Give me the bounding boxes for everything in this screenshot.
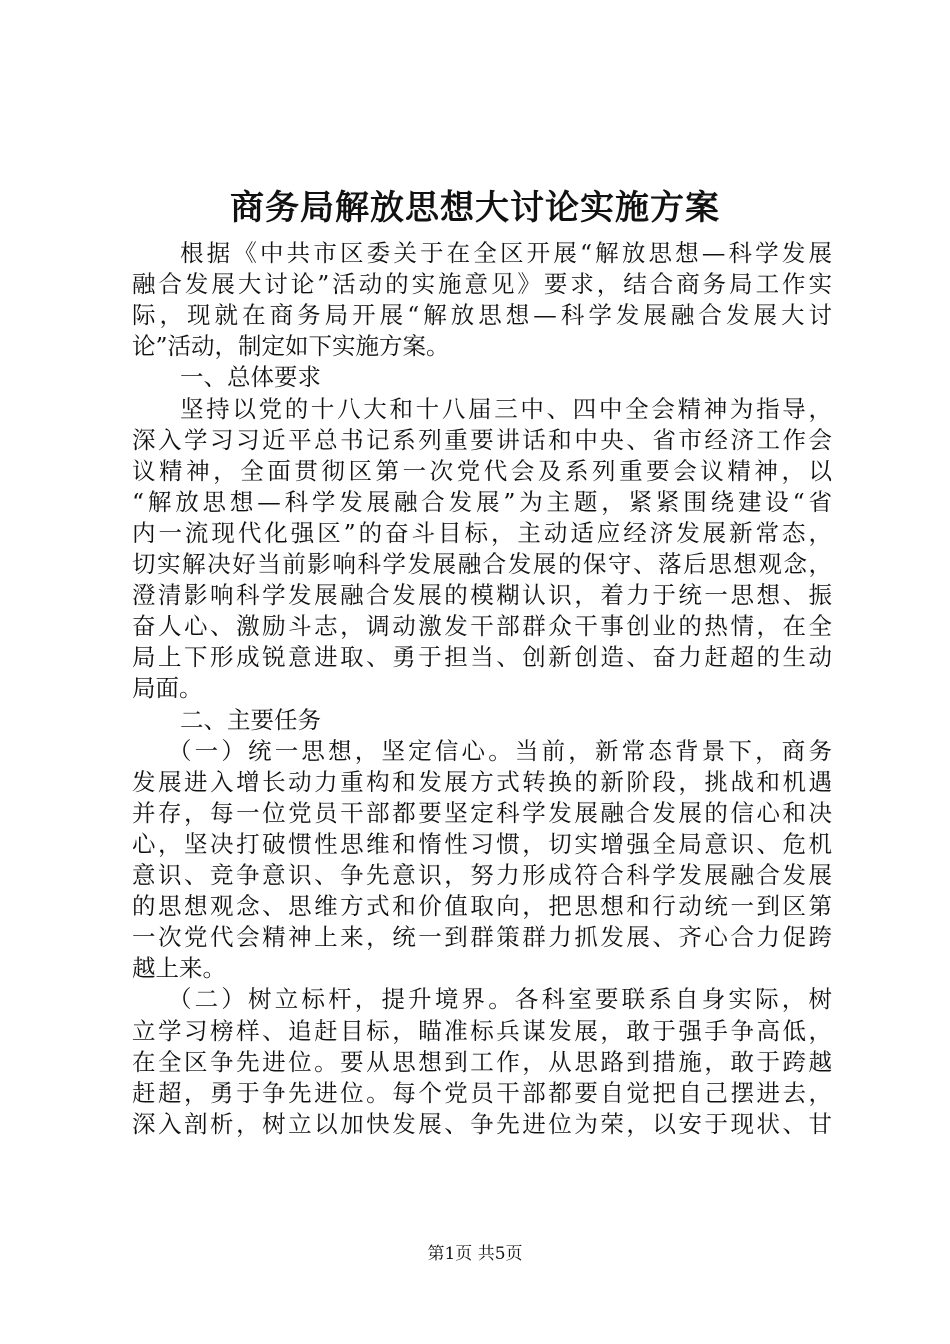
text-line: （二）树立标杆，提升境界。各科室要联系自身实际，树 xyxy=(168,985,832,1013)
text-line: 越上来。 xyxy=(132,954,226,982)
text-line: 发展进入增长动力重构和发展方式转换的新阶段，挑战和机遇 xyxy=(132,768,832,796)
document-title: 商务局解放思想大讨论实施方案 xyxy=(230,188,720,228)
text-line: 切实解决好当前影响科学发展融合发展的保守、落后思想观念， xyxy=(132,550,832,578)
text-line: 议精神，全面贯彻区第一次党代会及系列重要会议精神，以 xyxy=(132,457,832,485)
text-line: 融合发展大讨论”活动的实施意见》要求，结合商务局工作实 xyxy=(132,270,832,298)
text-line: 局上下形成锐意进取、勇于担当、创新创造、奋力赶超的生动 xyxy=(132,643,832,671)
text-line: 心，坚决打破惯性思维和惰性习惯，切实增强全局意识、危机 xyxy=(132,830,832,858)
text-line: 内一流现代化强区”的奋斗目标，主动适应经济发展新常态， xyxy=(132,519,832,547)
text-line: 并存，每一位党员干部都要坚定科学发展融合发展的信心和决 xyxy=(132,799,832,827)
text-line: （一）统一思想，坚定信心。当前，新常态背景下，商务 xyxy=(168,737,832,765)
text-line: 赶超，勇于争先进位。每个党员干部都要自觉把自己摆进去， xyxy=(132,1079,832,1107)
text-line: 坚持以党的十八大和十八届三中、四中全会精神为指导， xyxy=(180,395,832,423)
text-line: 一次党代会精神上来，统一到群策群力抓发展、齐心合力促跨 xyxy=(132,923,832,951)
text-line: 意识、竞争意识、争先意识，努力形成符合科学发展融合发展 xyxy=(132,861,832,889)
text-line: 奋人心、激励斗志，调动激发干部群众干事创业的热情，在全 xyxy=(132,612,832,640)
text-line: 局面。 xyxy=(132,674,203,702)
text-line: 深入学习习近平总书记系列重要讲话和中央、省市经济工作会 xyxy=(132,426,832,454)
text-line: 论”活动，制定如下实施方案。 xyxy=(132,332,450,360)
text-line: 深入剖析，树立以加快发展、争先进位为荣，以安于现状、甘 xyxy=(132,1110,832,1138)
text-line: 际，现就在商务局开展“解放思想—科学发展融合发展大讨 xyxy=(132,301,832,329)
text-line: 澄清影响科学发展融合发展的模糊认识，着力于统一思想、振 xyxy=(132,581,832,609)
text-line: 立学习榜样、追赶目标，瞄准标兵谋发展，敢于强手争高低， xyxy=(132,1017,832,1045)
page-footer: 第1页 共5页 xyxy=(427,1244,523,1264)
text-line: 根据《中共市区委关于在全区开展“解放思想—科学发展 xyxy=(180,239,832,267)
section-heading: 二、主要任务 xyxy=(180,706,321,734)
section-heading: 一、总体要求 xyxy=(180,363,321,391)
text-line: 在全区争先进位。要从思想到工作，从思路到措施，敢于跨越 xyxy=(132,1048,832,1076)
text-line: 的思想观念、思维方式和价值取向，把思想和行动统一到区第 xyxy=(132,892,832,920)
text-line: “解放思想—科学发展融合发展”为主题，紧紧围绕建设“省 xyxy=(132,488,832,516)
